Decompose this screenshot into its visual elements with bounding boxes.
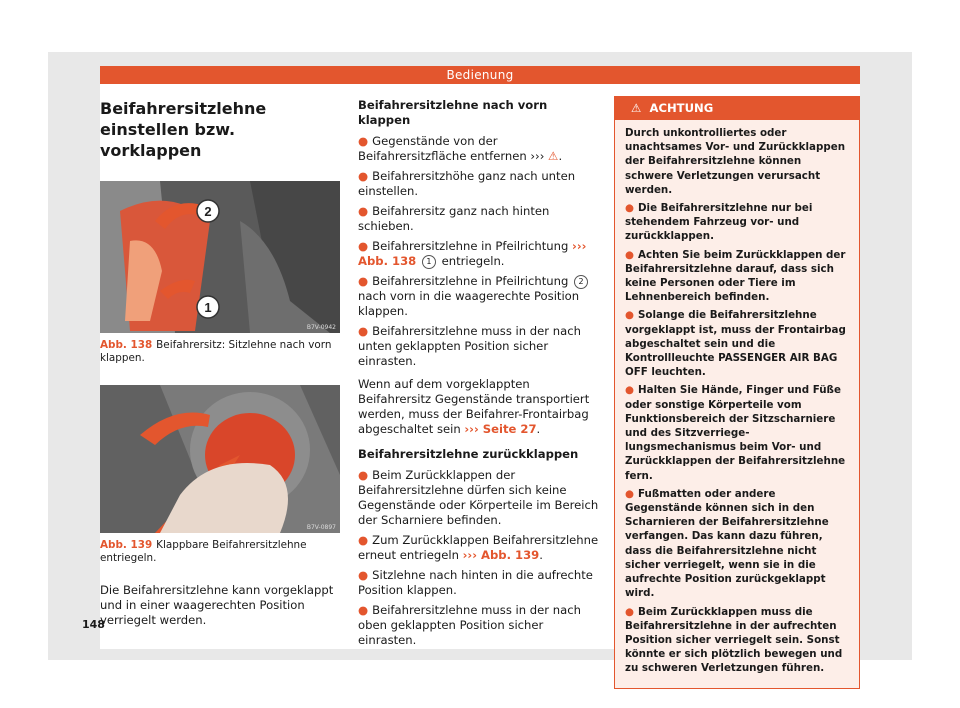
bullet-icon: ● (358, 468, 369, 482)
warning-intro: Durch unkontrolliertes oder unachtsames Vor- und Zurückklappen der Beifahrersitzlehne können schwere Verletzungen verursacht werden. (625, 127, 846, 196)
warning-title: ACHTUNG (649, 101, 714, 115)
bullet-icon: ● (625, 202, 634, 215)
bullet-icon: ● (358, 274, 369, 288)
list-item: ● Zum Zurückklappen Beifahrersitzlehne erneut entriegeln ››› Abb. 139. (358, 533, 599, 562)
seat-fold-illustration (100, 181, 340, 333)
bullet-icon: ● (625, 605, 634, 618)
list-item: ● Gegenstände von der Beifahrersitzfläche entfernen ››› ⚠. (358, 134, 563, 163)
list-item: ● Beifahrersitzlehne muss in der nach unten geklappten Position sicher einrasten. (358, 324, 581, 368)
middle-column (358, 98, 602, 653)
bullet-icon: ● (358, 169, 369, 183)
list-item: ● Beim Zurückklappen der Beifahrersitzlehne dürfen sich keine Gegenstände oder Körperteile im Bereich der Scharniere befinden. (358, 468, 599, 527)
intro-paragraph: Die Beifahrersitzlehne kann vorgeklappt und in einer waagerechten Position verriegelt werden. (100, 583, 334, 627)
warning-box (614, 96, 860, 689)
right-column (614, 96, 860, 689)
figure-139-caption (100, 539, 340, 565)
heading-fold-back: Beifahrersitzlehne zurückklappen (358, 447, 579, 461)
warning-triangle-icon: ⚠ (548, 149, 559, 163)
bullet-icon: ● (358, 603, 369, 617)
page-link[interactable]: ››› Seite 27 (464, 422, 537, 436)
page-header: Bedienung (100, 66, 860, 84)
figure-label: Abb. 138 (100, 339, 153, 351)
heading-fold-forward: Beifahrersitzlehne nach vorn klappen (358, 98, 548, 127)
figure-139-image (100, 385, 340, 533)
figure-caption-text: Beifahrersitz: Sitzlehne nach vorn klappen. (100, 339, 332, 364)
warning-item: ● Achten Sie beim Zurückklappen der Beifahrersitzlehne darauf, dass sich keine Personen oder Tiere im Lehnenbereich befinden. (625, 248, 846, 304)
warning-item: ● Fußmatten oder andere Gegenstände können sich in den Scharnieren der Beifahrersitzlehne verfangen. Das kann dazu führen, dass die Beifahrersitzlehne nicht sicher verriegelt, wenn sie in die aufrechte Position zurückgeklappt wird. (625, 487, 829, 600)
warning-item: ● Solange die Beifahrersitzlehne vorgeklappt ist, muss der Frontairbag abgeschaltet sein und die Kontrollleuchte PASSENGER AIR BAG OFF leuchten. (625, 309, 846, 379)
figure-138-image (100, 181, 340, 333)
figure-code: B7V-0942 (306, 324, 336, 331)
lever-illustration (100, 385, 340, 533)
marker-badge: 2 (574, 275, 588, 289)
list-item: ● Beifahrersitz ganz nach hinten schieben. (358, 204, 550, 233)
figure-link[interactable]: ››› Abb. 139 (462, 548, 540, 562)
marker-1-label: 1 (204, 300, 212, 315)
bullet-icon: ● (358, 134, 369, 148)
figure-link[interactable]: ››› Abb. 138 (358, 239, 587, 268)
bullet-icon: ● (625, 487, 634, 500)
bullet-icon: ● (358, 568, 369, 582)
marker-badge: 1 (422, 255, 436, 269)
bullet-icon: ● (358, 204, 369, 218)
list-item: ● Sitzlehne nach hinten in die aufrechte Position klappen. (358, 568, 593, 597)
figure-caption-text: Klappbare Beifahrersitzlehne entriegeln. (100, 539, 307, 564)
bullet-icon: ● (625, 309, 634, 322)
marker-2-label: 2 (204, 204, 212, 219)
list-item: ● Beifahrersitzlehne muss in der nach oben geklappten Position sicher einrasten. (358, 603, 581, 647)
list-item: ● Beifahrersitzlehne in Pfeilrichtung ››› Abb. 138 1 entriegeln. (358, 239, 587, 268)
bullet-icon: ● (358, 533, 369, 547)
figure-code: B7V-0897 (306, 524, 336, 531)
warning-triangle-icon: ⚠ (631, 101, 642, 115)
bullet-icon: ● (625, 384, 634, 397)
bullet-icon: ● (358, 324, 369, 338)
figure-label: Abb. 139 (100, 539, 153, 551)
left-column (100, 98, 340, 628)
warning-item: ● Beim Zurückklappen muss die Beifahrersitzlehne in der aufrechten Position sicher verriegelt sein. Sonst könnte er sich plötzlich bewegen und zu schweren Verletzungen führen. (625, 605, 843, 675)
bullet-icon: ● (625, 248, 634, 261)
list-item: ● Beifahrersitzlehne in Pfeilrichtung 2 nach vorn in die waagerechte Position klappen. (358, 274, 602, 319)
figure-138-caption (100, 339, 340, 365)
airbag-paragraph: Wenn auf dem vorgeklappten Beifahrersitz Gegenstände transportiert werden, muss der Beifahrer-Frontairbag abgeschaltet sein ››› Seite 27. (358, 377, 590, 436)
warning-item: ● Halten Sie Hände, Finger und Füße oder sonstige Körperteile vom Funktionsbereich der Sitzscharniere und des Sitzverriegelungsmechanismus beim Vor- und Zurückklappen der Beifahrersitzlehne fern. (625, 384, 846, 482)
warning-header (615, 97, 859, 120)
list-item: ● Beifahrersitzhöhe ganz nach unten einstellen. (358, 169, 576, 198)
section-title: Beifahrersitzlehne einstellen bzw. vorklappen (100, 99, 267, 160)
warning-item: ● Die Beifahrersitzlehne nur bei stehendem Fahrzeug vor- und zurückklappen. (625, 202, 813, 243)
page-number: 148 (82, 618, 105, 631)
warning-body (615, 120, 859, 688)
bullet-icon: ● (358, 239, 369, 253)
